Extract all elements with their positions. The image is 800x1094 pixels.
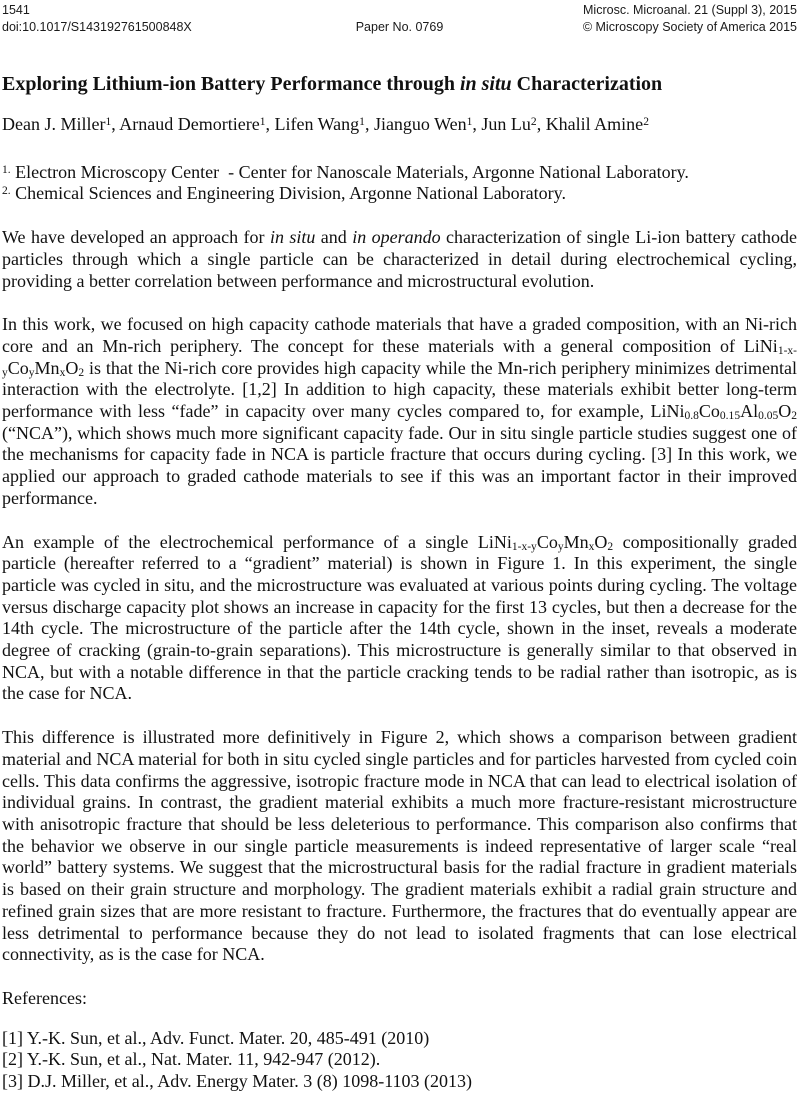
copyright-notice: © Microscopy Society of America 2015: [582, 20, 797, 34]
reference-item: [2] Y.-K. Sun, et al., Nat. Mater. 11, 942-947 (2012).: [2, 1049, 381, 1070]
header-left: [2, 2, 356, 36]
affiliation-1: $^{1.}$ Electron Microscopy Center - Center for Nanoscale Materials, Argonne National Laboratory.: [2, 161, 689, 182]
affiliations: [2, 162, 797, 205]
page-number: 1541: [2, 3, 30, 17]
reference-item: [1] Y.-K. Sun, et al., Adv. Funct. Mater. 20, 485-491 (2010): [2, 1027, 430, 1048]
reference-item: [3] D.J. Miller, et al., Adv. Energy Mater. 3 (8) 1098-1103 (2013): [2, 1071, 473, 1092]
page-header: [2, 2, 797, 36]
doi: doi:10.1017/S143192761500848X: [2, 20, 192, 34]
references-list: [2, 1028, 797, 1093]
abstract-paragraph-1: We have developed an approach for in situ and in operando characterization of single Li-ion battery cathode particles through which a single particle can be characterized in detail during electrochemical cycling, providing a better correlation between performance and microstructural evolution.: [2, 227, 797, 291]
header-right: [443, 2, 797, 36]
references-heading: References:: [2, 987, 87, 1008]
paper-number: Paper No. 0769: [355, 20, 444, 34]
abstract-paragraph-2: In this work, we focused on high capacity cathode materials that have a graded composition, with an Ni-rich core and an Mn-rich periphery. The concept for these materials with a general composition of $LiNi_{1-x-y}Co_yMn_xO_2$ is that the Ni-rich core provides high capacity while the Mn-rich periphery minimizes detrimental interaction with the electrolyte. [1,2] In addition to high capacity, these materials exhibit better long-term performance with less “fade” in capacity over many cycles compared to, for example, $LiNi_{0.8}Co_{0.15}Al_{0.05}O_2$ (“NCA”), which shows much more significant capacity fade. Our in situ single particle studies suggest one of the mechanisms for capacity fade in NCA is particle fracture that occurs during cycling. [3] In this work, we applied our approach to graded cathode materials to see if this was an important factor in their improved performance.: [2, 314, 797, 508]
authors-line: Dean J. Miller$^1$, Arnaud Demortiere$^1$, Lifen Wang$^1$, Jianguo Wen$^1$, Jun Lu$^2$, Khalil Amine$^2$: [2, 114, 649, 134]
abstract-paragraph-4: This difference is illustrated more definitively in Figure 2, which shows a comparison between gradient material and NCA material for both in situ cycled single particles and for particles harvested from cycled coin cells. This data confirms the aggressive, isotropic fracture mode in NCA that can lead to electrical isolation of individual grains. In contrast, the gradient material exhibits a much more fracture-resistant microstructure with anisotropic fracture that should be less deleterious to performance. This comparison also confirms that the behavior we observe in our single particle measurements is indeed representative of larger scale “real world” battery systems. We suggest that the microstructural basis for the radial fracture in gradient materials is based on their grain structure and morphology. The gradient materials exhibit a radial grain structure and refined grain sizes that are more resistant to fracture. Furthermore, the fractures that do eventually appear are less detrimental to performance because they do not lead to isolated fragments that can lose electrical connectivity, as is the case for NCA.: [2, 727, 797, 965]
abstract-paragraph-3: An example of the electrochemical performance of a single $LiNi_{1-x-y}Co_yMn_xO_2$ compositionally graded particle (hereafter referred to a “gradient” material) is shown in Figure 1. In this experiment, the single particle was cycled in situ, and the microstructure was evaluated at various points during cycling. The voltage versus discharge capacity plot shows an increase in capacity for the first 13 cycles, but then a decrease for the 14th cycle. The microstructure of the particle after the 14th cycle, shown in the inset, reveals a moderate degree of cracking (grain-to-grain separations). This microstructure is generally similar to that observed in NCA, but with a notable difference in that the particle cracking tends to be radial rather than isotropic, as is the case for NCA.: [2, 531, 798, 704]
affiliation-2: $^{2.}$ Chemical Sciences and Engineering Division, Argonne National Laboratory.: [2, 183, 566, 204]
journal-citation: Microsc. Microanal. 21 (Suppl 3), 2015: [583, 3, 797, 17]
paper-title: Exploring Lithium-ion Battery Performance through in situ Characterization: [2, 73, 663, 95]
